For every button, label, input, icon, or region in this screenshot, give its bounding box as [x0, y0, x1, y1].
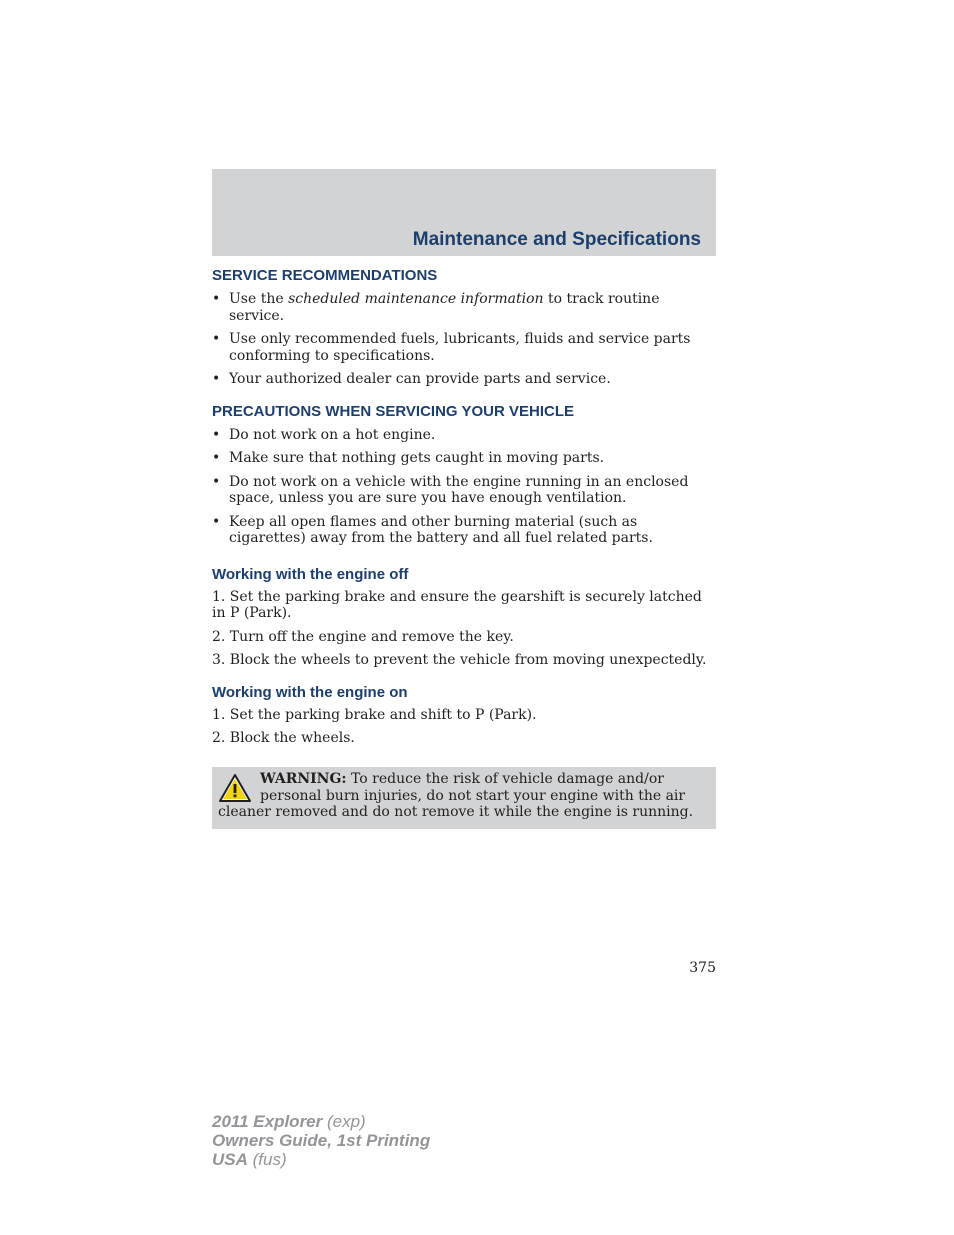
service-list [212, 291, 716, 388]
engine-on-steps [212, 707, 716, 747]
step-text: 1. Set the parking brake and ensure the gearshift is securely latched in P (Park). [212, 588, 702, 621]
section-header-band [212, 169, 716, 256]
step-text: 2. Block the wheels. [212, 730, 355, 746]
heading-engine-on: Working with the engine on [212, 683, 408, 701]
bullet-icon: • [212, 331, 221, 347]
list-item: • Use the scheduled maintenance information to track routine service. [212, 291, 660, 324]
step-text: 1. Set the parking brake and shift to P (Park). [212, 706, 537, 723]
bullet-icon: • [212, 371, 221, 387]
step-text: 2. Turn off the engine and remove the key. [212, 628, 514, 645]
bullet-icon: • [212, 426, 221, 443]
warning-label: WARNING: [260, 771, 347, 787]
precautions-list [212, 427, 716, 547]
page-number: 375 [689, 960, 716, 976]
step-text: 3. Block the wheels to prevent the vehicle from moving unexpectedly. [212, 652, 707, 668]
bullet-icon: • [212, 513, 221, 530]
list-item: • Use only recommended fuels, lubricants, fluids and service parts conforming to specifications. [212, 331, 691, 364]
heading-service-recommendations: SERVICE RECOMMENDATIONS [212, 267, 438, 284]
page-content [212, 266, 716, 747]
bullet-icon: • [212, 473, 221, 490]
warning-box [212, 767, 716, 829]
bullet-icon: • [212, 450, 221, 466]
engine-off-steps [212, 589, 716, 669]
list-item: • Keep all open flames and other burning material (such as cigarettes) away from the battery and all fuel related parts. [212, 513, 653, 546]
heading-precautions: PRECAUTIONS WHEN SERVICING YOUR VEHICLE [212, 402, 574, 420]
list-item: • Do not work on a hot engine. [212, 426, 436, 443]
warning-triangle-icon [218, 773, 252, 803]
footer-imprint: 2011 Explorer (exp) Owners Guide, 1st Printing USA (fus) [212, 1112, 431, 1169]
heading-engine-off: Working with the engine off [212, 565, 409, 583]
section-title: Maintenance and Specifications [412, 229, 701, 250]
list-item: • Make sure that nothing gets caught in moving parts. [212, 450, 605, 466]
warning-text: To reduce the risk of vehicle damage and/or personal burn injuries, do not start your engine with the air cleaner removed and do not remove it while the engine is running. [218, 771, 694, 820]
emphasis-text: scheduled maintenance information [288, 291, 544, 307]
list-item: • Do not work on a vehicle with the engine running in an enclosed space, unless you are sure you have enough ventilation. [212, 473, 689, 506]
bullet-icon: • [212, 291, 221, 307]
list-item: • Your authorized dealer can provide parts and service. [212, 371, 611, 387]
